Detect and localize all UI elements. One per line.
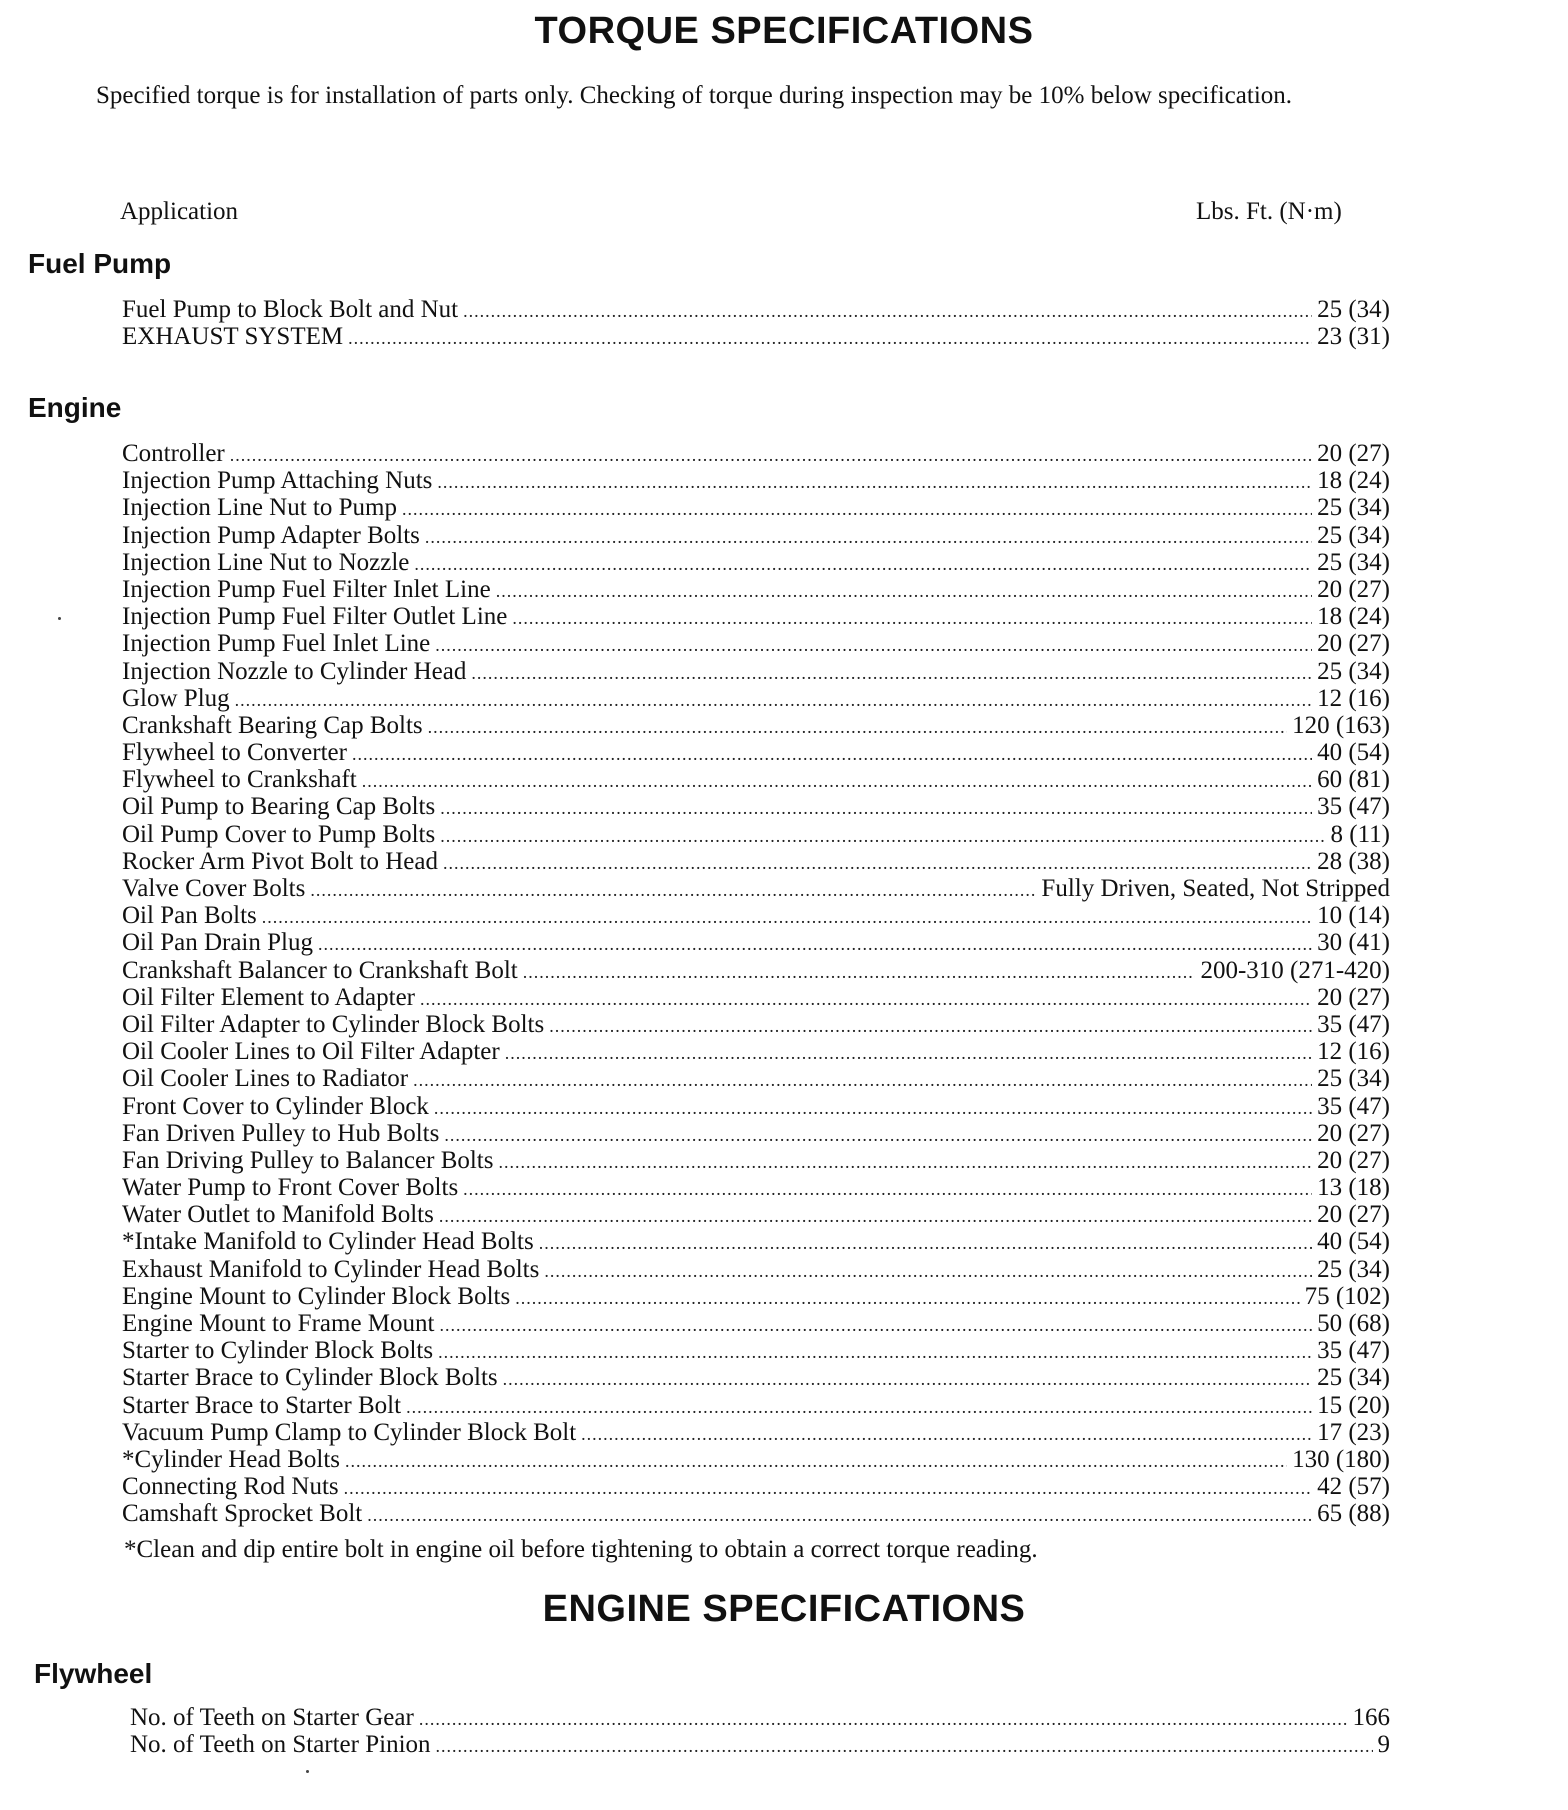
spec-label: Injection Pump Fuel Filter Inlet Line bbox=[122, 575, 491, 603]
torque-specs-title: TORQUE SPECIFICATIONS bbox=[534, 10, 1034, 52]
spec-row bbox=[122, 902, 1390, 929]
spec-value: 25 (34) bbox=[1317, 548, 1390, 576]
dot-leader bbox=[348, 325, 1312, 352]
spec-label: Crankshaft Balancer to Crankshaft Bolt bbox=[122, 956, 518, 984]
spec-row bbox=[122, 1038, 1390, 1065]
spec-row bbox=[122, 630, 1390, 657]
spec-value: 35 (47) bbox=[1317, 1092, 1390, 1120]
spec-row bbox=[122, 712, 1390, 739]
spec-row bbox=[122, 821, 1390, 848]
spec-value: 10 (14) bbox=[1317, 902, 1390, 930]
section-title-fuel-pump: Fuel Pump bbox=[28, 248, 172, 279]
dot-leader bbox=[471, 660, 1312, 687]
spec-label: Oil Cooler Lines to Oil Filter Adapter bbox=[122, 1038, 500, 1066]
spec-label: Injection Pump Attaching Nuts bbox=[122, 467, 433, 495]
dot-leader bbox=[581, 1421, 1312, 1448]
spec-value: 17 (23) bbox=[1317, 1418, 1390, 1446]
spec-value: 20 (27) bbox=[1317, 1146, 1390, 1174]
spec-label: Injection Pump Adapter Bolts bbox=[122, 521, 420, 549]
spec-row bbox=[122, 766, 1390, 793]
spec-value: 15 (20) bbox=[1317, 1391, 1390, 1419]
spec-label: Valve Cover Bolts bbox=[122, 875, 306, 902]
spec-label: Oil Cooler Lines to Radiator bbox=[122, 1065, 409, 1093]
dot-leader bbox=[413, 1067, 1312, 1094]
spec-value: 20 (27) bbox=[1317, 575, 1390, 603]
spec-row bbox=[122, 522, 1390, 549]
spec-value: 12 (16) bbox=[1317, 1038, 1390, 1066]
spec-label: Injection Pump Fuel Inlet Line bbox=[122, 630, 431, 658]
spec-value: 35 (47) bbox=[1317, 1337, 1390, 1365]
spec-value: 8 (11) bbox=[1330, 820, 1390, 848]
dot-leader bbox=[439, 1312, 1312, 1339]
spec-label: Injection Pump Fuel Filter Outlet Line bbox=[122, 603, 508, 631]
engine-torque-list bbox=[122, 440, 1390, 1528]
spec-value: 18 (24) bbox=[1317, 467, 1390, 495]
spec-value: 23 (31) bbox=[1317, 323, 1390, 351]
spec-label: Water Pump to Front Cover Bolts bbox=[122, 1174, 459, 1202]
spec-label: Water Outlet to Manifold Bolts bbox=[122, 1201, 434, 1229]
spec-label: Oil Pump to Bearing Cap Bolts bbox=[122, 793, 436, 821]
spec-value: 200-310 (271-420) bbox=[1200, 956, 1390, 984]
spec-row bbox=[122, 1392, 1390, 1419]
dot-leader bbox=[539, 1230, 1312, 1257]
spec-row bbox=[122, 1500, 1390, 1527]
spec-label: Crankshaft Bearing Cap Bolts bbox=[122, 711, 423, 739]
section-title-engine: Engine bbox=[28, 392, 122, 423]
spec-label: Starter Brace to Cylinder Block Bolts bbox=[122, 1364, 498, 1392]
dot-leader bbox=[463, 298, 1312, 325]
spec-value: 35 (47) bbox=[1317, 793, 1390, 821]
spec-row bbox=[122, 739, 1390, 766]
spec-label: No. of Teeth on Starter Gear bbox=[130, 1704, 414, 1731]
spec-value: 35 (47) bbox=[1317, 1010, 1390, 1038]
dot-leader bbox=[345, 1448, 1287, 1475]
torque-intro-text: Specified torque is for installation of parts only. Checking of torque during inspection may be 10% below specification. bbox=[96, 82, 1293, 109]
spec-row bbox=[122, 848, 1390, 875]
spec-row bbox=[130, 1704, 1390, 1731]
spec-row bbox=[122, 1147, 1390, 1174]
spec-row bbox=[122, 1256, 1390, 1283]
dot-leader bbox=[440, 795, 1312, 822]
spec-value: 25 (34) bbox=[1317, 1065, 1390, 1093]
dot-leader bbox=[419, 1706, 1348, 1733]
spec-label: Rocker Arm Pivot Bolt to Head bbox=[122, 847, 438, 875]
spec-label: Engine Mount to Frame Mount bbox=[122, 1310, 435, 1337]
spec-value: 75 (102) bbox=[1304, 1282, 1390, 1310]
spec-label: Fan Driven Pulley to Hub Bolts bbox=[122, 1119, 440, 1147]
spec-row bbox=[122, 957, 1390, 984]
dot-leader bbox=[439, 1203, 1312, 1230]
spec-row bbox=[122, 1337, 1390, 1364]
spec-row bbox=[130, 1731, 1390, 1758]
dot-leader bbox=[425, 524, 1312, 551]
spec-label: Flywheel to Crankshaft bbox=[122, 766, 357, 794]
column-header-application: Application bbox=[120, 198, 239, 225]
spec-label: Oil Filter Adapter to Cylinder Block Bolts bbox=[122, 1010, 545, 1038]
spec-label: No. of Teeth on Starter Pinion bbox=[130, 1731, 431, 1759]
spec-row bbox=[122, 1364, 1390, 1391]
spec-row bbox=[122, 1065, 1390, 1092]
spec-label: Front Cover to Cylinder Block bbox=[122, 1092, 429, 1120]
spec-row bbox=[122, 1011, 1390, 1038]
spec-label: Camshaft Sprocket Bolt bbox=[122, 1500, 363, 1528]
spec-label: Controller bbox=[122, 440, 225, 467]
dot-leader bbox=[434, 1095, 1312, 1122]
dot-leader bbox=[435, 632, 1312, 659]
spec-value: 12 (16) bbox=[1317, 684, 1390, 712]
spec-label: Injection Line Nut to Nozzle bbox=[122, 548, 410, 576]
spec-value: 25 (34) bbox=[1317, 1364, 1390, 1392]
spec-value: Fully Driven, Seated, Not Stripped bbox=[1041, 875, 1390, 902]
spec-label: *Cylinder Head Bolts bbox=[122, 1445, 341, 1473]
spec-value: 20 (27) bbox=[1317, 630, 1390, 658]
spec-label: Oil Pan Drain Plug bbox=[122, 929, 313, 957]
spec-row bbox=[122, 1283, 1390, 1310]
dot-leader bbox=[230, 442, 1312, 469]
spec-value: 13 (18) bbox=[1317, 1174, 1390, 1202]
spec-value: 20 (27) bbox=[1317, 983, 1390, 1011]
dot-leader bbox=[406, 1394, 1312, 1421]
dot-leader bbox=[367, 1502, 1312, 1529]
spec-label: Fan Driving Pulley to Balancer Bolts bbox=[122, 1146, 494, 1174]
spec-value: 25 (34) bbox=[1317, 1255, 1390, 1283]
dot-leader bbox=[402, 496, 1312, 523]
dot-leader bbox=[503, 1366, 1312, 1393]
spec-label: Glow Plug bbox=[122, 684, 230, 712]
dot-leader bbox=[235, 687, 1312, 714]
spec-label: Oil Filter Element to Adapter bbox=[122, 983, 415, 1011]
spec-label: Injection Line Nut to Pump bbox=[122, 494, 397, 522]
dot-leader bbox=[362, 768, 1312, 795]
spec-label: Oil Pan Bolts bbox=[122, 902, 257, 930]
dot-leader bbox=[444, 1122, 1312, 1149]
spec-label: Oil Pump Cover to Pump Bolts bbox=[122, 820, 436, 848]
spec-row bbox=[122, 323, 1390, 350]
spec-row bbox=[122, 1310, 1390, 1337]
spec-row bbox=[122, 1120, 1390, 1147]
dot-leader bbox=[414, 551, 1312, 578]
flywheel-spec-list bbox=[130, 1704, 1390, 1758]
spec-row bbox=[122, 549, 1390, 576]
spec-row bbox=[122, 296, 1390, 323]
dot-leader bbox=[344, 1475, 1312, 1502]
dot-leader bbox=[318, 931, 1312, 958]
spec-value: 28 (38) bbox=[1317, 847, 1390, 875]
dot-leader bbox=[544, 1258, 1312, 1285]
spec-row bbox=[122, 793, 1390, 820]
spec-label: Flywheel to Converter bbox=[122, 739, 347, 767]
spec-value: 25 (34) bbox=[1317, 521, 1390, 549]
torque-footnote: *Clean and dip entire bolt in engine oil before tightening to obtain a correct torque reading. bbox=[124, 1536, 1038, 1563]
spec-value: 9 bbox=[1377, 1731, 1390, 1759]
dot-leader bbox=[310, 877, 1036, 904]
dot-leader bbox=[512, 605, 1312, 632]
spec-row bbox=[122, 984, 1390, 1011]
dot-leader bbox=[505, 1040, 1312, 1067]
spec-value: 120 (163) bbox=[1292, 711, 1390, 739]
dot-leader bbox=[437, 469, 1312, 496]
dot-leader bbox=[549, 1013, 1312, 1040]
spec-label: EXHAUST SYSTEM bbox=[122, 323, 344, 351]
spec-value: 20 (27) bbox=[1317, 440, 1390, 467]
spec-value: 65 (88) bbox=[1317, 1500, 1390, 1528]
spec-label: Injection Nozzle to Cylinder Head bbox=[122, 657, 467, 685]
spec-value: 40 (54) bbox=[1317, 1228, 1390, 1256]
spec-row bbox=[122, 1201, 1390, 1228]
fuel-pump-torque-list bbox=[122, 296, 1390, 350]
spec-row bbox=[122, 929, 1390, 956]
dot-leader bbox=[262, 904, 1312, 931]
spec-row bbox=[122, 1446, 1390, 1473]
spec-value: 60 (81) bbox=[1317, 766, 1390, 794]
spec-row bbox=[122, 875, 1390, 902]
spec-row bbox=[122, 1093, 1390, 1120]
section-title-flywheel: Flywheel bbox=[34, 1658, 153, 1689]
spec-value: 42 (57) bbox=[1317, 1473, 1390, 1501]
spec-label: Starter Brace to Starter Bolt bbox=[122, 1391, 402, 1419]
spec-row bbox=[122, 658, 1390, 685]
spec-value: 25 (34) bbox=[1317, 296, 1390, 323]
dot-leader bbox=[440, 823, 1325, 850]
scan-speck bbox=[58, 617, 61, 620]
dot-leader bbox=[523, 959, 1196, 986]
spec-value: 25 (34) bbox=[1317, 494, 1390, 522]
spec-value: 40 (54) bbox=[1317, 739, 1390, 767]
spec-value: 30 (41) bbox=[1317, 929, 1390, 957]
spec-row bbox=[122, 576, 1390, 603]
engine-specs-title: ENGINE SPECIFICATIONS bbox=[542, 1588, 1026, 1630]
spec-label: *Intake Manifold to Cylinder Head Bolts bbox=[122, 1228, 534, 1256]
spec-label: Vacuum Pump Clamp to Cylinder Block Bolt bbox=[122, 1418, 577, 1446]
dot-leader bbox=[420, 986, 1312, 1013]
spec-row bbox=[122, 1174, 1390, 1201]
spec-row bbox=[122, 685, 1390, 712]
spec-row bbox=[122, 603, 1390, 630]
dot-leader bbox=[496, 578, 1312, 605]
column-header-units: Lbs. Ft. (N·m) bbox=[1196, 198, 1342, 225]
spec-value: 20 (27) bbox=[1317, 1201, 1390, 1229]
dot-leader bbox=[443, 850, 1312, 877]
dot-leader bbox=[498, 1149, 1312, 1176]
spec-label: Fuel Pump to Block Bolt and Nut bbox=[122, 296, 459, 323]
spec-value: 25 (34) bbox=[1317, 657, 1390, 685]
spec-value: 18 (24) bbox=[1317, 603, 1390, 631]
dot-leader bbox=[438, 1339, 1312, 1366]
spec-label: Engine Mount to Cylinder Block Bolts bbox=[122, 1282, 511, 1310]
scan-speck bbox=[306, 1770, 309, 1773]
spec-row bbox=[122, 1228, 1390, 1255]
spec-label: Exhaust Manifold to Cylinder Head Bolts bbox=[122, 1255, 540, 1283]
spec-label: Connecting Rod Nuts bbox=[122, 1473, 339, 1501]
spec-row bbox=[122, 1473, 1390, 1500]
spec-row bbox=[122, 440, 1390, 467]
dot-leader bbox=[428, 714, 1287, 741]
spec-value: 50 (68) bbox=[1317, 1310, 1390, 1337]
spec-label: Starter to Cylinder Block Bolts bbox=[122, 1337, 434, 1365]
spec-value: 166 bbox=[1352, 1704, 1390, 1731]
spec-row bbox=[122, 1419, 1390, 1446]
dot-leader bbox=[436, 1733, 1373, 1760]
dot-leader bbox=[463, 1176, 1312, 1203]
dot-leader bbox=[515, 1285, 1299, 1312]
spec-value: 20 (27) bbox=[1317, 1119, 1390, 1147]
spec-value: 130 (180) bbox=[1292, 1445, 1390, 1473]
spec-row bbox=[122, 494, 1390, 521]
dot-leader bbox=[352, 741, 1312, 768]
spec-row bbox=[122, 467, 1390, 494]
